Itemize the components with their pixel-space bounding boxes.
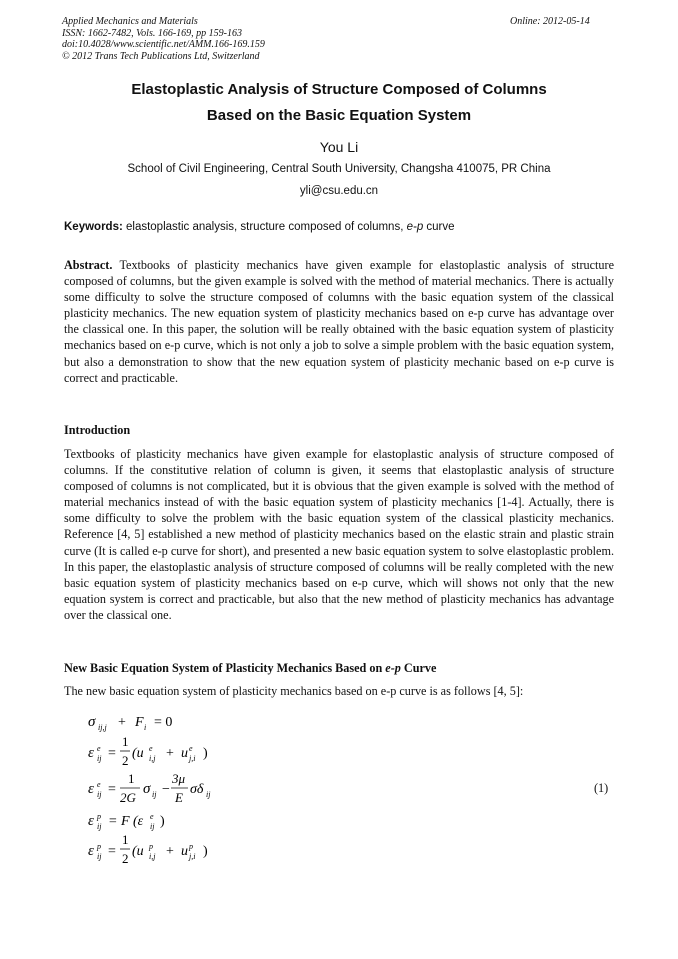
equation-4-svg — [88, 809, 288, 833]
eq4-rsub: ij — [150, 822, 155, 831]
equation-plastic-geometric — [88, 831, 288, 875]
eq3-sub: ij — [97, 790, 102, 799]
eq3-num2: 3μ — [172, 771, 186, 786]
eq3-sigma: σ — [143, 781, 151, 797]
eq5-close: ) — [203, 844, 208, 859]
section2-intro: The new basic equation system of plasticity mechanics based on e-p curve is as follows [4, 5]: — [64, 684, 524, 698]
keywords — [64, 221, 616, 233]
issn-line: ISSN: 1662-7482, Vols. 166-169, pp 159-163 — [62, 27, 242, 39]
abstract-text: Textbooks of plasticity mechanics have given example for elastoplastic analysis of structure composed of columns, but the given example is solved with the method of material mechanics. There is actually some difficulty to solve the structure composed of columns with the basic equation system of the classical plasticity mechanics. The new equation system of plasticity mechanics based on e-p curve has advantage over the classical one. In this paper, the solution will be really obtained with the basic equation system of plasticity mechanics based on e-p curve, which is not only a job to solve a simple problem with the basic equation system, but also a demonstration to show that the new equation system of plasticity mechanic based on e-p curve is correct and practicable. — [64, 258, 614, 385]
eq5-epsilon: ε — [88, 843, 94, 859]
introduction-text: Textbooks of plasticity mechanics have given example for elastoplastic analysis of structure composed of columns. If the constitutive relation of column is given, it seems that elastoplastic analysis of structure composed of columns is not complicated, but it is obvious that the given example is solved with the method of material mechanics instead of with the basic equation system of plasticity mechanics [1-4]. Actually, there is some difficulty to solve the problem with the basic equation system of the classical plasticity mechanics. Reference [4, 5] established a new method of plasticity mechanics based on the elastic strain and plastic strain curve (It is called e-p curve for short), and presented a new basic equation system to solve elastoplastic problem. In this paper, the elastoplastic analysis of structure composed of columns will be really completed with the new basic equation system of plasticity mechanics based on e-p curve, which will shows not only that the new equation system is correct and practicable, but also that the new method of plasticity mechanics has advantage over the classical one. — [64, 447, 614, 622]
eq2-close: ) — [203, 746, 208, 761]
eq5-plus: + — [166, 844, 174, 859]
abstract — [64, 257, 614, 386]
eq1-force: F — [135, 715, 144, 730]
eq5-num: 1 — [122, 832, 129, 847]
equation-2-svg — [88, 733, 288, 773]
eq5-t2sup: p — [189, 842, 193, 851]
equation-1-svg — [88, 710, 288, 734]
section2-heading-italic: e-p — [385, 661, 401, 675]
eq2-t1sub: i,j — [149, 754, 156, 763]
eq2-sub: ij — [97, 754, 102, 763]
keywords-label: Keywords: — [64, 221, 123, 233]
journal-header — [62, 16, 265, 62]
eq4-epsilon: ε — [88, 813, 94, 829]
journal-name: Applied Mechanics and Materials — [62, 16, 198, 27]
eq5-t1sup: p — [149, 842, 153, 851]
affiliation: School of Civil Engineering, Central South University, Changsha 410075, PR China — [127, 163, 551, 175]
keywords-italic: e-p — [406, 221, 424, 233]
eq5-t1sub: i,j — [149, 852, 156, 861]
eq5-t2: u — [181, 844, 188, 859]
eq5-t2sub: j,i — [189, 852, 196, 861]
eq1-sigma: σ — [88, 714, 96, 730]
eq3-minus: − — [162, 782, 170, 797]
eq4-rsup: e — [150, 812, 154, 821]
eq2-t2sub: j,i — [189, 754, 196, 763]
eq4-rhs: = F (ε — [108, 814, 144, 829]
paper-title-line2: Based on the Basic Equation System — [206, 107, 472, 124]
eq5-equals: = — [108, 844, 116, 859]
eq4-sub: ij — [97, 822, 102, 831]
introduction-heading: Introduction — [64, 423, 131, 437]
eq3-equals: = — [108, 782, 116, 797]
eq3-num1: 1 — [128, 771, 135, 786]
eq3-sigsub: ij — [152, 790, 157, 799]
eq2-epsilon: ε — [88, 745, 94, 761]
keywords-text: elastoplastic analysis, structure composed of columns, — [122, 221, 407, 233]
eq4-close: ) — [160, 814, 165, 829]
author-email[interactable]: yli@csu.edu.cn — [299, 185, 379, 197]
eq4-sup: p — [97, 812, 101, 821]
eq5-den: 2 — [122, 851, 129, 866]
eq2-open: (u — [132, 746, 144, 761]
equation-number: (1) — [594, 781, 609, 795]
paper-title-line1: Elastoplastic Analysis of Structure Composed of Columns — [131, 81, 547, 98]
section2-heading-text: New Basic Equation System of Plasticity Mechanics Based on — [64, 661, 386, 675]
eq3-sup: e — [97, 780, 101, 789]
eq2-plus: + — [166, 746, 174, 761]
author-name: You Li — [319, 139, 359, 155]
keywords-tail: curve — [423, 221, 455, 233]
eq3-tailsub: ij — [206, 790, 211, 799]
eq2-num: 1 — [122, 734, 129, 749]
eq2-den: 2 — [122, 753, 129, 768]
eq2-t2sup: e — [189, 744, 193, 753]
section2-heading-tail: Curve — [400, 661, 437, 675]
eq1-sub: ij,j — [98, 723, 107, 732]
equation-3-svg — [88, 771, 288, 811]
eq5-sub: ij — [97, 852, 102, 861]
section2-heading — [64, 661, 436, 676]
eq3-den2: E — [175, 790, 183, 805]
eq2-t2: u — [181, 746, 188, 761]
equation-5-svg — [88, 831, 288, 871]
doi-line: doi:10.4028/www.scientific.net/AMM.166-169.159 — [62, 39, 265, 51]
eq1-rhs: = 0 — [154, 715, 173, 730]
eq3-den1: 2G — [120, 790, 136, 805]
eq1-force-sub: i — [144, 723, 147, 732]
abstract-label: Abstract. — [64, 258, 113, 272]
eq2-sup: e — [97, 744, 101, 753]
eq1-plus: + — [118, 715, 126, 730]
eq2-equals: = — [108, 746, 116, 761]
online-date: Online: 2012-05-14 — [510, 16, 590, 27]
eq2-t1sup: e — [149, 744, 153, 753]
eq5-sup: p — [97, 842, 101, 851]
eq3-tail: σδ — [190, 782, 204, 797]
eq3-epsilon: ε — [88, 781, 94, 797]
copyright-line: © 2012 Trans Tech Publications Ltd, Switzerland — [62, 50, 260, 62]
eq5-open: (u — [132, 844, 144, 859]
